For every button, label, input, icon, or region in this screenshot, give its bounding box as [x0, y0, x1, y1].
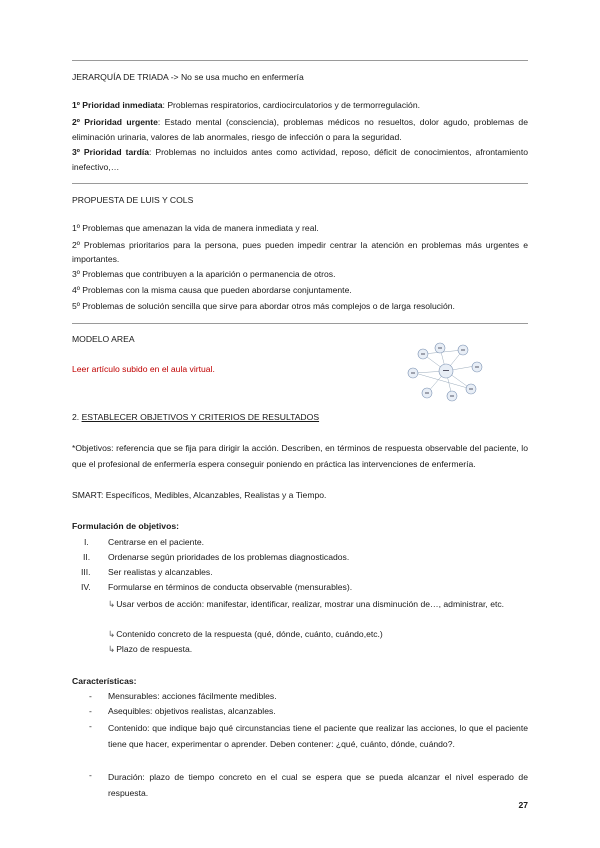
caracteristicas-heading: Características:	[72, 676, 137, 686]
list-item: Centrarse en el paciente.	[108, 537, 205, 547]
bullet-dash: -	[89, 721, 92, 731]
caracteristica-item: Duración: plazo de tiempo concreto en el cual se espera que se pueda alcanzar el nivel esperado de respuesta.	[108, 772, 528, 798]
propuesta-item: 5º Problemas de solución sencilla que sirve para abordar otros más complejos o de larga resolución.	[72, 301, 455, 311]
caracteristica-item: Asequibles: objetivos realistas, alcanzables.	[108, 706, 276, 716]
bullet-dash: -	[89, 706, 92, 716]
propuesta-item: 1º Problemas que amenazan la vida de manera inmediata y real.	[72, 223, 319, 233]
divider	[72, 183, 528, 184]
caracteristica-item: Contenido: que indique bajo qué circunstancias tiene el paciente que realizar las acciones, lo que el paciente tiene que hacer, experimentar o aprender. Deben contener: ¿qué, cuánto, dónde, cuándo?.	[108, 723, 528, 749]
caracteristica-item: Mensurables: acciones fácilmente medibles.	[108, 691, 277, 701]
propuesta-item: 2º Problemas prioritarios para la persona, pues pueden impedir centrar la atención en problemas más urgentes e importantes.	[72, 240, 528, 264]
bullet-dash: -	[89, 770, 92, 780]
list-item: Ordenarse según prioridades de los problemas diagnosticados.	[108, 552, 350, 562]
propuesta-item: 4º Problemas con la misma causa que pueden abordarse conjuntamente.	[72, 285, 352, 295]
propuesta-item: 3º Problemas que contribuyen a la aparición o permanencia de otros.	[72, 269, 336, 279]
list-number: III.	[81, 567, 91, 577]
list-item: Ser realistas y alcanzables.	[108, 567, 213, 577]
list-item: Formularse en términos de conducta observable (mensurables).	[108, 582, 353, 592]
list-number: IV.	[81, 582, 91, 592]
modelo-heading: MODELO AREA	[72, 334, 135, 344]
page-number: 27	[518, 800, 528, 810]
jerarquia-heading: JERARQUÍA DE TRIADA -> No se usa mucho en enfermería	[72, 72, 304, 82]
divider	[72, 60, 528, 61]
divider	[72, 323, 528, 324]
priority-item: 3º Prioridad tardía: Problemas no incluidos antes como actividad, reposo, déficit de conocimientos, afrontamiento inefectivo,…	[72, 147, 528, 172]
area-model-diagram	[405, 340, 487, 402]
sub-list-item: ↳Usar verbos de acción: manifestar, identificar, realizar, mostrar una disminución de…, administrar, etc.	[108, 596, 528, 612]
priority-item: 2º Prioridad urgente: Estado mental (consciencia), problemas médicos no resueltos, dolor agudo, problemas de eliminación urinaria, valores de lab anormales, riesgo de infección o para la seguridad.	[72, 117, 528, 142]
sub-list-item: ↳Plazo de respuesta.	[108, 644, 193, 654]
corner-arrow-icon: ↳	[108, 644, 116, 654]
list-number: II.	[83, 552, 91, 562]
document-page	[72, 0, 528, 848]
list-number: I.	[84, 537, 89, 547]
formulacion-heading: Formulación de objetivos:	[72, 521, 179, 531]
corner-arrow-icon: ↳	[108, 629, 116, 639]
priority-item: 1º Prioridad inmediata: Problemas respiratorios, cardiocirculatorios y de termorregulación.	[72, 100, 420, 110]
bullet-dash: -	[89, 691, 92, 701]
corner-arrow-icon: ↳	[108, 599, 116, 609]
objetivos-intro: *Objetivos: referencia que se fija para dirigir la acción. Describen, en términos de respuesta observable del paciente, lo que el profesional de enfermería espera conseguir poniendo en práctica las intervenciones de enfermería.	[72, 443, 528, 469]
sub-list-item: ↳Contenido concreto de la respuesta (qué, dónde, cuánto, cuándo,etc.)	[108, 629, 383, 639]
section2-heading: 2. ESTABLECER OBJETIVOS Y CRITERIOS DE RESULTADOS	[72, 412, 320, 422]
aula-virtual-link[interactable]: Leer artículo subido en el aula virtual.	[72, 364, 215, 374]
propuesta-heading: PROPUESTA DE LUIS Y COLS	[72, 195, 194, 205]
smart-line: SMART: Específicos, Medibles, Alcanzables, Realistas y a Tiempo.	[72, 490, 327, 500]
